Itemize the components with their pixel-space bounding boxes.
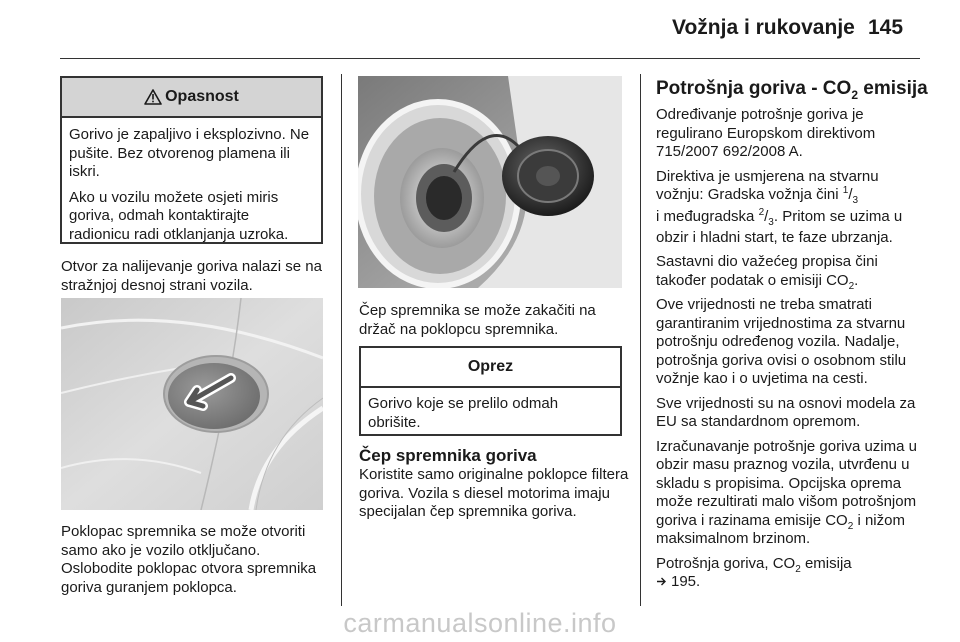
calculation-text-b: i nižom maksimalnom brzinom. — [656, 511, 905, 547]
consumption-heading-sub: 2 — [851, 87, 858, 102]
cycle-text: Direktiva je usmjerena na stvarnu vožnju: Gradska vožnja čini $^1/_3$ i međugradska $^2/_3$. Pritom se uzima u obzir i hladni start, te faze ubrzanja. — [656, 167, 903, 246]
page-reference-number: 195 — [671, 573, 697, 590]
consumption-heading-pre: Potrošnja goriva - CO — [656, 78, 852, 99]
header-rule — [60, 58, 920, 59]
caution-box-header — [361, 348, 620, 388]
values-disclaimer-text: Ove vrijednosti ne treba smatrati garantiranim vrijednostima za stvarnu potrošnju određenog vozila. Nadalje, potrošnja goriva ovisi o osobnom stilu vožnje kao i o uvjetima na cesti. — [656, 296, 907, 387]
flap-open-instructions: Poklopac spremnika se može otvoriti samo ako je vozilo otključano. Oslobodite poklopac otvora spremnika goriva guranjem poklopca. — [61, 523, 317, 596]
caution-box-title: Oprez — [467, 358, 514, 375]
right-column — [656, 78, 928, 592]
co2-regulation-sub: 2 — [848, 280, 855, 292]
warning-triangle-icon — [144, 89, 162, 105]
consumption-heading-post: emisija — [858, 78, 928, 99]
calculation-text-sub: 2 — [847, 520, 854, 532]
co2-regulation-b: . — [854, 271, 859, 289]
fuel-flap-location-text: Otvor za nalijevanje goriva nalazi se na stražnjoj desnoj strani vozila. — [61, 258, 322, 294]
danger-box-body — [62, 118, 321, 252]
fuel-cap-heading: Čep spremnika goriva — [359, 446, 537, 465]
calculation-text — [656, 438, 922, 549]
frac1-num: 1 — [842, 185, 849, 196]
cap-holder-text: Čep spremnika se može zakačiti na držač na poklopcu spremnika. — [359, 302, 596, 338]
eu-model-text: Sve vrijednosti su na osnovi modela za EU sa standardnom opremom. — [656, 394, 916, 430]
fuel-cap-section — [359, 446, 629, 522]
frac2-den: 3 — [768, 216, 774, 228]
chapter-title: Vožnja i rukovanje — [672, 16, 855, 39]
caution-box — [359, 346, 622, 436]
danger-box-header — [62, 78, 321, 118]
danger-box — [60, 76, 323, 244]
column-divider-left — [341, 74, 342, 606]
cycle-text-a: Direktiva je usmjerena na stvarnu vožnju: Gradska vožnja čini — [656, 167, 879, 203]
danger-text-2: Ako u vozilu možete osjeti miris goriva, odmah kontaktirajte radionicu radi otklanjanja uzroka. — [69, 188, 289, 243]
consumption-heading — [656, 78, 928, 102]
caution-box-body — [361, 388, 620, 440]
cycle-text-b: i međugradska — [656, 207, 759, 225]
danger-text-1: Gorivo je zapaljivo i eksplozivno. Ne pušite. Bez otvorenog plamena ili iskri. — [69, 126, 310, 180]
caution-text: Gorivo koje se prelilo odmah obrišite. — [368, 395, 559, 431]
middle-paragraph-1-wrap — [359, 302, 629, 339]
fuel-cap-text: Koristite samo originalne poklopce filtera goriva. Vozila s diesel motorima imaju specijalan čep spremnika goriva. — [359, 466, 629, 520]
page-number: 145 — [868, 16, 904, 39]
reference-text-a: Potrošnja goriva, CO — [656, 554, 796, 572]
cycle-text-c: . Pritom se uzima u obzir i hladni start, te faze ubrzanja. — [656, 207, 903, 246]
danger-box-title: Opasnost — [165, 88, 239, 105]
reference-text-sub: 2 — [795, 563, 801, 575]
fuel-cap-illustration — [358, 76, 622, 288]
co2-regulation-text — [656, 253, 922, 290]
column-divider-right — [640, 74, 641, 606]
reference-text-b: emisija — [800, 554, 852, 572]
reference-text — [656, 555, 922, 592]
arrow-reference-icon — [656, 576, 667, 587]
fuel-flap-illustration — [61, 298, 323, 510]
page-reference-link[interactable]: 195. — [656, 573, 700, 590]
frac2-num: 2 — [758, 206, 765, 218]
directive-text: Određivanje potrošnje goriva je regulirano Europskom direktivom 715/2007 692/2008 A. — [656, 106, 876, 160]
left-paragraph-1-wrap — [61, 258, 329, 295]
left-paragraph-2-wrap — [61, 523, 329, 597]
calculation-text-a: Izračunavanje potrošnje goriva uzima u obzir masu praznog vozila, utvrđenu u skladu s propisima. Opcijska oprema može rezultirati malo višom potrošnjom goriva i razinama emisije CO — [656, 437, 917, 529]
frac1-den: 3 — [852, 195, 859, 206]
co2-regulation-a: Sastavni dio važećeg propisa čini također podatak o emisiji CO — [656, 253, 878, 289]
watermark: carmanualsonline.info — [343, 608, 617, 638]
